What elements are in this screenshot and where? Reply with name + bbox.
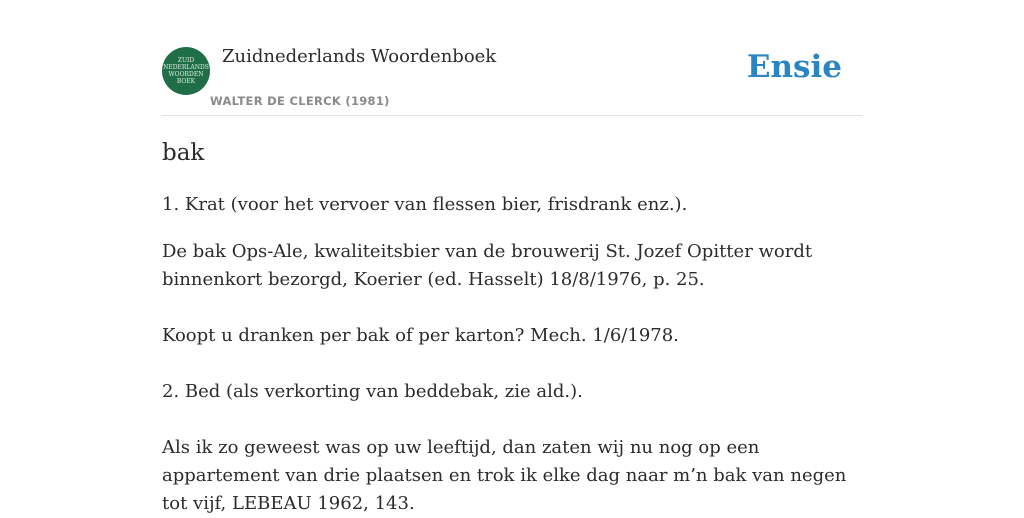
example-quote: Als ik zo geweest was op uw leeftijd, dan zaten wij nu nog op een appartement van drie plaatsen en trok ik elke dag naar m’n bak van negen tot vijf, LEBEAU 1962, 143. [162, 437, 847, 514]
book-title-link[interactable]: Zuidnederlands Woordenboek [222, 46, 497, 67]
definition-sense-2: 2. Bed (als verkorting van beddebak, zie ald.). [162, 381, 583, 402]
example-quote: Koopt u dranken per bak of per karton? Mech. 1/6/1978. [162, 325, 679, 346]
ensie-brand-link[interactable]: Ensie [746, 49, 842, 85]
entry-definition [162, 191, 862, 518]
logo-line: NEDERLANDS [163, 64, 209, 71]
logo-line: ZUID [177, 57, 195, 64]
book-cover-logo[interactable] [162, 47, 210, 95]
definition-sense-1: 1. Krat (voor het vervoer van flessen bier, frisdrank enz.). [162, 194, 688, 215]
logo-line: WOORDEN [168, 71, 204, 78]
example-quote: De bak Ops-Ale, kwaliteitsbier van de brouwerij St. Jozef Opitter wordt binnenkort bezorgd, Koerier (ed. Hasselt) 18/8/1976, p. 25. [162, 241, 813, 290]
entry-headword: bak [162, 140, 205, 166]
book-author: WALTER DE CLERCK (1981) [210, 94, 390, 108]
logo-line: BOEK [176, 78, 196, 85]
header [162, 40, 862, 116]
